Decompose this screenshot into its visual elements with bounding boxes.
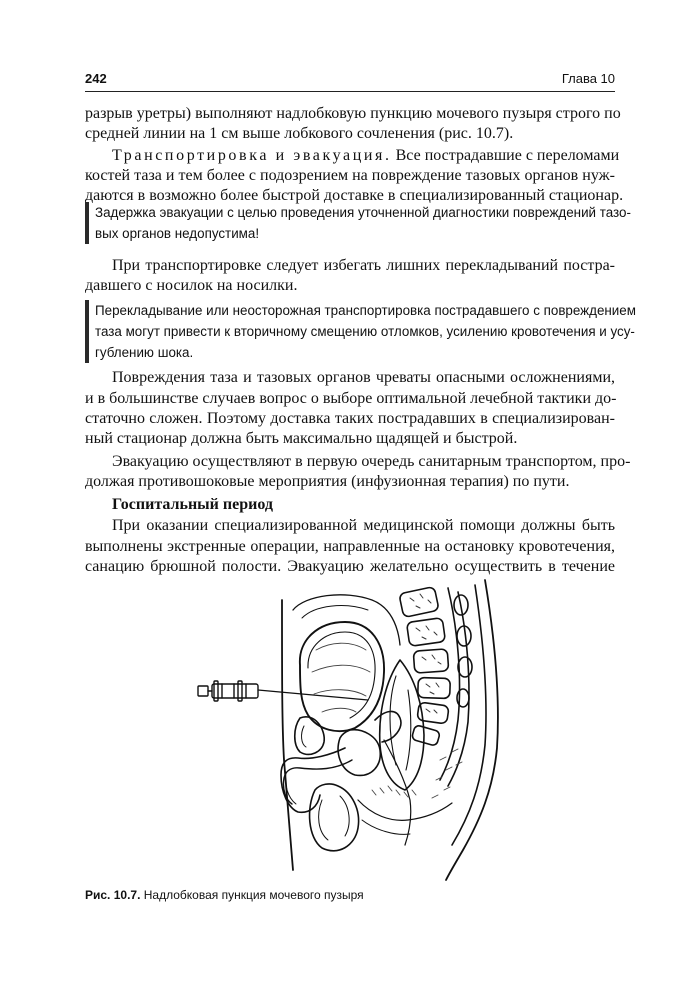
figure-caption bbox=[85, 887, 364, 903]
chapter-label: Глава 10 bbox=[561, 71, 615, 86]
warning-note-1 bbox=[85, 202, 631, 244]
warning-note-2 bbox=[85, 300, 636, 363]
note-1-line: вых органов недопустима! bbox=[95, 226, 260, 241]
paragraph-4-line: и в большинстве случаев вопрос о выборе оптимальной лечебной тактики до- bbox=[85, 390, 617, 407]
paragraph-5-line: должая противошоковые мероприятия (инфузионная терапия) по пути. bbox=[85, 473, 570, 490]
paragraph-1-line: средней линии на 1 см выше лобкового сочленения (рис. 10.7). bbox=[85, 125, 514, 142]
paragraph-4-line: статочно сложен. Поэтому доставка таких пострадавших в специализирован- bbox=[85, 410, 615, 427]
section-heading: Госпитальный период bbox=[112, 496, 273, 513]
rectum bbox=[380, 660, 424, 790]
paragraph-1-line: разрыв уретры) выполняют надлобковую пункцию мочевого пузыря строго по bbox=[85, 105, 621, 122]
paragraph-2-text: Все пострадавшие с переломами bbox=[395, 147, 620, 164]
perineum bbox=[358, 800, 452, 820]
figure-label: Рис. 10.7. bbox=[85, 888, 141, 902]
running-head bbox=[85, 71, 615, 92]
note-2-line: Перекладывание или неосторожная транспортировка пострадавшего с повреждением bbox=[95, 303, 636, 318]
paragraph-3-line: При транспортировке следует избегать лишних перекладываний постра- bbox=[112, 257, 615, 274]
paragraph-4-line: Повреждения таза и тазовых органов чреваты опасными осложнениями, bbox=[112, 369, 615, 386]
note-2-line: таза могут привести к вторичному смещению отломков, усилению кровотечения и усу- bbox=[95, 324, 635, 339]
back-contour bbox=[446, 580, 498, 880]
suprapubic-puncture-figure bbox=[190, 565, 510, 885]
paragraph-6-line: При оказании специализированной медицинской помощи должны быть bbox=[112, 517, 615, 534]
pubic-symphysis bbox=[295, 717, 324, 755]
paragraph-2-line: костей таза и тем более с подозрением на повреждение тазовых органов нуж- bbox=[85, 167, 615, 184]
puncture-needle bbox=[258, 690, 368, 700]
note-2-line: гублению шока. bbox=[95, 345, 194, 360]
paragraph-4-line: ный стационар должна быть максимально щадящей и быстрой. bbox=[85, 430, 518, 447]
paragraph-5-line: Эвакуацию осуществляют в первую очередь санитарным транспортом, про- bbox=[112, 453, 631, 470]
paragraph-2-line: даются в возможно более быстрой доставке в специализированный стационар. bbox=[85, 187, 624, 204]
syringe-icon bbox=[198, 681, 258, 701]
bladder bbox=[300, 622, 384, 731]
paragraph-6-line: выполнены экстренные операции, направленные на остановку кровотечения, bbox=[85, 538, 615, 555]
term-transport-evacuation: Транспортировка и эвакуация. bbox=[112, 147, 392, 164]
scrotum bbox=[310, 784, 359, 851]
paragraph-6-line: санацию брюшной полости. Эвакуацию желательно осуществить в течение bbox=[85, 558, 615, 575]
paragraph-2-line bbox=[112, 146, 620, 166]
paragraph-3-line: давшего с носилок на носилки. bbox=[85, 277, 298, 294]
prostate bbox=[338, 730, 380, 776]
sacrum-vertebrae bbox=[399, 587, 450, 747]
abdominal-wall bbox=[282, 600, 293, 870]
seminal-vesicle bbox=[375, 711, 401, 742]
note-1-line: Задержка эвакуации с целью проведения уточненной диагностики повреждений тазо- bbox=[95, 205, 631, 220]
page-number: 242 bbox=[85, 71, 107, 86]
figure-caption-text: Надлобковая пункция мочевого пузыря bbox=[143, 888, 364, 902]
